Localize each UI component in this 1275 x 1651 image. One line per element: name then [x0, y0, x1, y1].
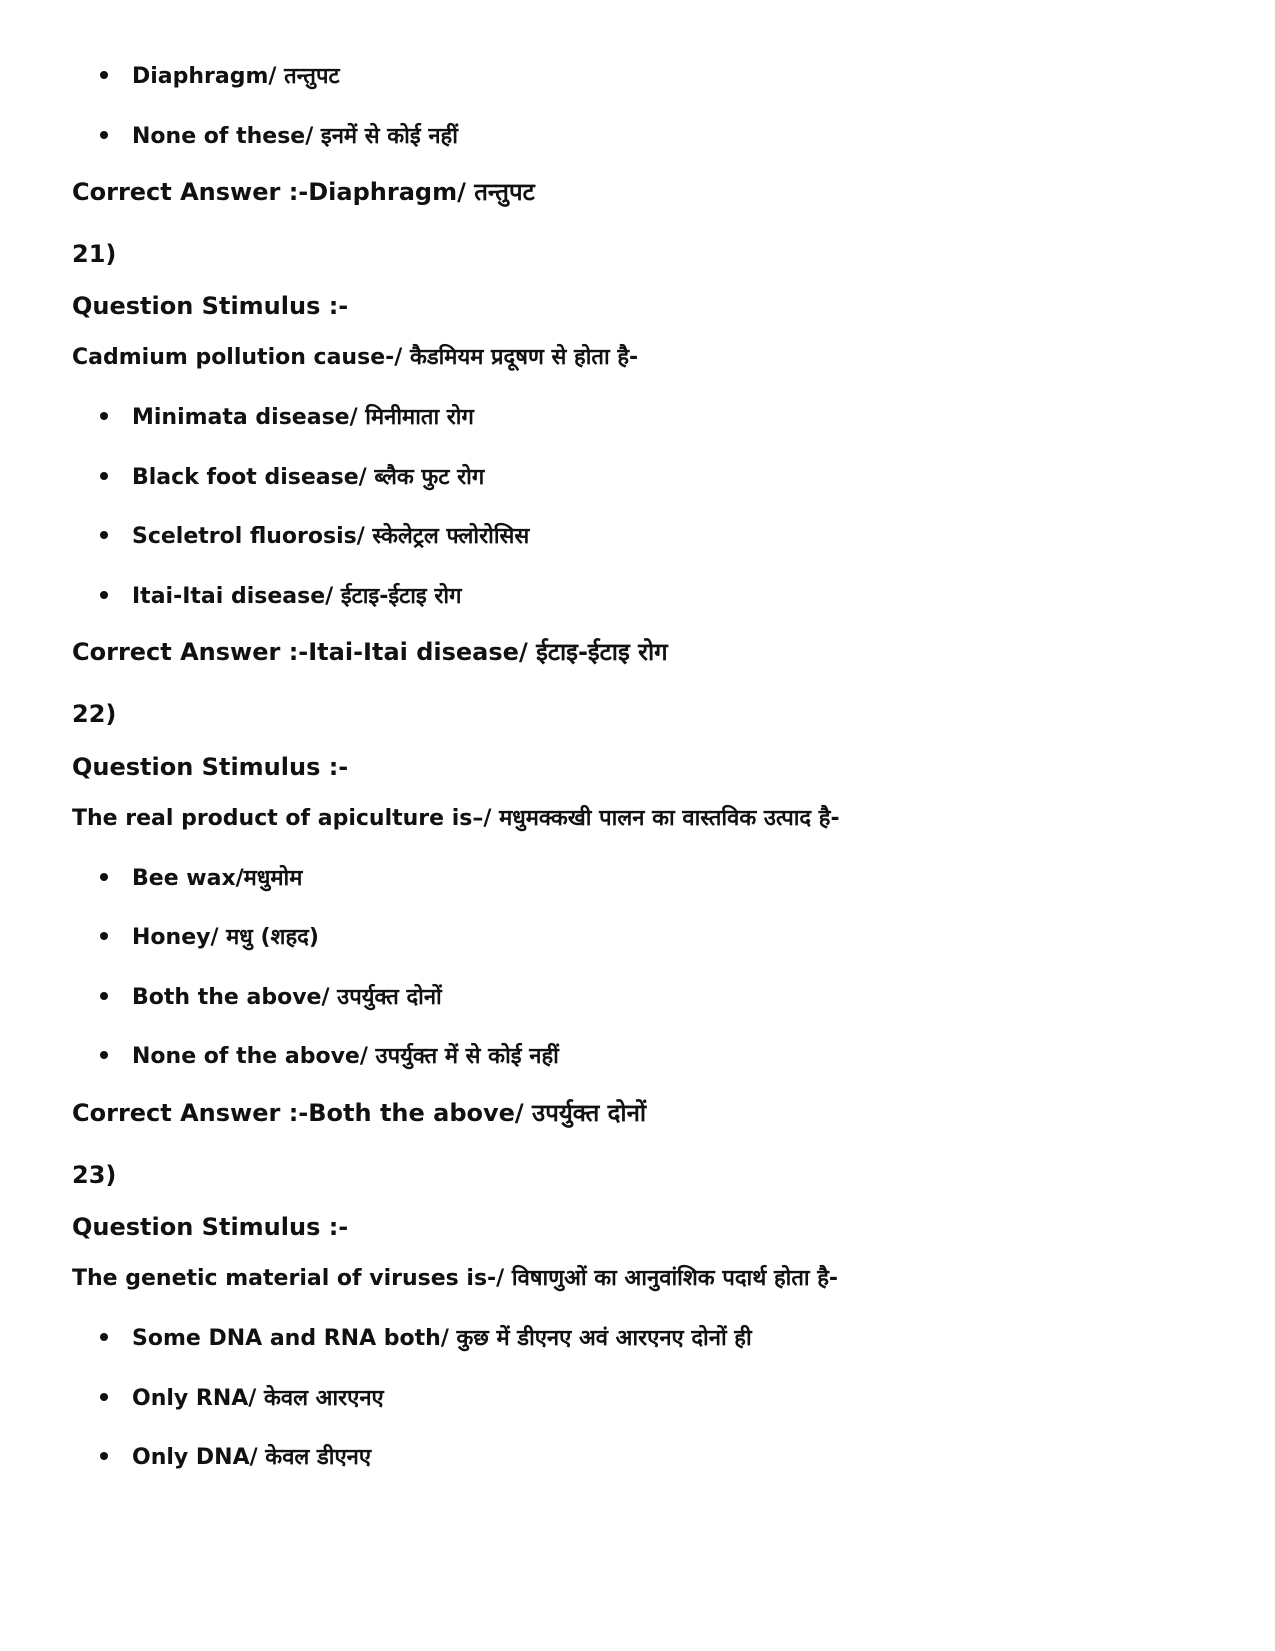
bullet-icon — [100, 873, 108, 881]
option-text: Only DNA/ केवल डीएनए — [132, 1445, 372, 1470]
stimulus-label: Question Stimulus :- — [72, 753, 349, 781]
list-item — [100, 1042, 559, 1072]
option-text: Itai-Itai disease/ ईटाइ-ईटाइ रोग — [132, 584, 462, 609]
bullet-icon — [100, 131, 108, 139]
bullet-icon — [100, 932, 108, 940]
option-text: Both the above/ उपर्युक्त दोनों — [132, 985, 442, 1010]
option-text: Diaphragm/ तन्तुपट — [132, 64, 340, 89]
list-item — [100, 1384, 384, 1414]
option-text: Honey/ मधु (शहद) — [132, 925, 319, 950]
list-item — [100, 983, 442, 1013]
list-item — [100, 463, 484, 493]
correct-answer: Correct Answer :-Both the above/ उपर्युक्त दोनों — [72, 1099, 647, 1127]
bullet-icon — [100, 1051, 108, 1059]
option-text: Bee wax/मधुमोम — [132, 866, 303, 891]
question-number: 23) — [72, 1161, 117, 1189]
question-stimulus: The genetic material of viruses is-/ विषाणुओं का आनुवांशिक पदार्थ होता है- — [72, 1266, 839, 1291]
option-text: Minimata disease/ मिनीमाता रोग — [132, 405, 474, 430]
option-text: Black foot disease/ ब्लैक फुट रोग — [132, 465, 485, 490]
question-stimulus: Cadmium pollution cause-/ कैडमियम प्रदूषण से होता है- — [72, 345, 639, 370]
bullet-icon — [100, 591, 108, 599]
list-item — [100, 582, 461, 612]
bullet-icon — [100, 531, 108, 539]
bullet-icon — [100, 1393, 108, 1401]
correct-answer: Correct Answer :-Diaphragm/ तन्तुपट — [72, 178, 535, 206]
option-text: Some DNA and RNA both/ कुछ में डीएनए अवं आरएनए दोनों ही — [132, 1326, 752, 1351]
bullet-icon — [100, 71, 108, 79]
question-stimulus: The real product of apiculture is–/ मधुमक्कखी पालन का वास्तविक उत्पाद है- — [72, 806, 840, 831]
stimulus-label: Question Stimulus :- — [72, 1213, 349, 1241]
question-number: 22) — [72, 700, 117, 728]
bullet-icon — [100, 1452, 108, 1460]
option-text: None of these/ इनमें से कोई नहीं — [132, 124, 458, 149]
question-number: 21) — [72, 240, 117, 268]
list-item — [100, 1324, 752, 1354]
option-text: Only RNA/ केवल आरएनए — [132, 1386, 384, 1411]
stimulus-label: Question Stimulus :- — [72, 292, 349, 320]
list-item — [100, 62, 340, 92]
list-item — [100, 122, 458, 152]
bullet-icon — [100, 412, 108, 420]
option-text: None of the above/ उपर्युक्त में से कोई नहीं — [132, 1044, 559, 1069]
correct-answer: Correct Answer :-Itai-Itai disease/ ईटाइ-ईटाइ रोग — [72, 638, 668, 666]
list-item — [100, 522, 529, 552]
bullet-icon — [100, 992, 108, 1000]
list-item — [100, 923, 319, 953]
list-item — [100, 1443, 371, 1473]
bullet-icon — [100, 472, 108, 480]
option-text: Sceletrol fluorosis/ स्केलेट्रल फ्लोरोसिस — [132, 524, 530, 549]
bullet-icon — [100, 1333, 108, 1341]
list-item — [100, 864, 302, 894]
list-item — [100, 403, 474, 433]
